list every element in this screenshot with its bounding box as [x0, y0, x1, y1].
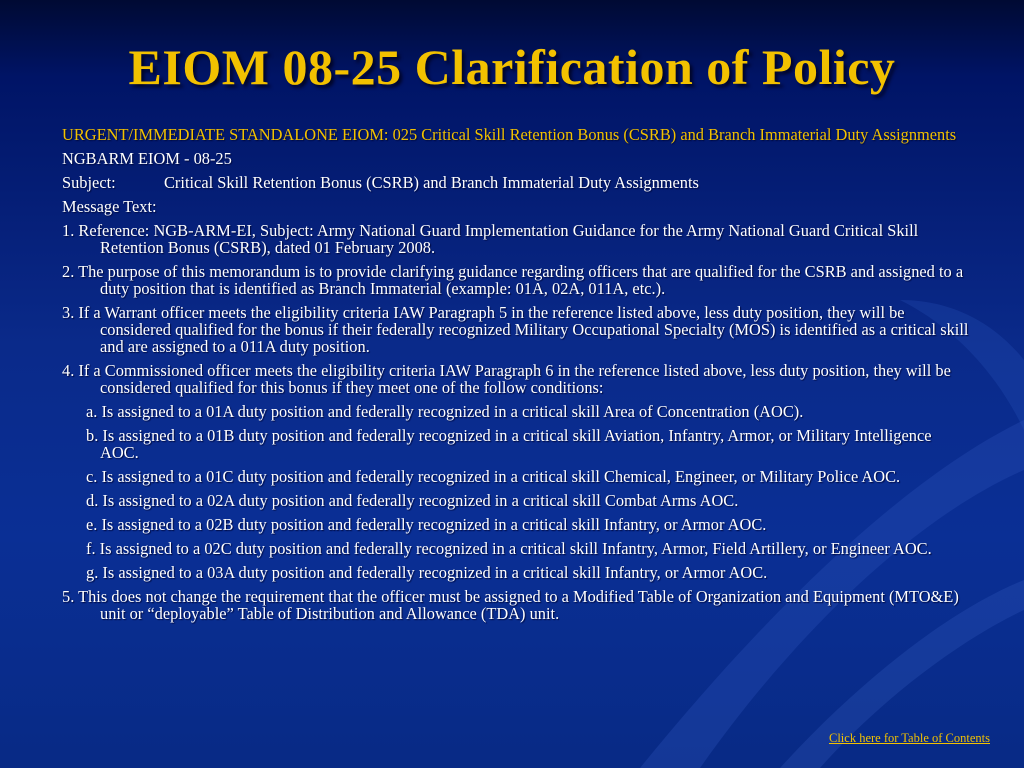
paragraph-2: 2. The purpose of this memorandum is to provide clarifying guidance regarding officers that are qualified for the CSRB and assigned to a duty position that is identified as Branch Immaterial (example: 01A, 02A, 011A, etc.). — [62, 262, 964, 298]
paragraph-5: 5. This does not change the requirement that the officer must be assigned to a Modified Table of Organization and Equipment (MTO&E) unit or “deployable” Table of Distribution and Allowance (TDA) unit. — [62, 587, 959, 623]
ngbarm-line: NGBARM EIOM - 08-25 — [62, 149, 232, 168]
condition-g: g. Is assigned to a 03A duty position and federally recognized in a critical skill Infantry, or Armor AOC. — [86, 563, 768, 582]
slide-body — [62, 126, 972, 629]
eiom-header-line: URGENT/IMMEDIATE STANDALONE EIOM: 025 Critical Skill Retention Bonus (CSRB) and Branch Immaterial Duty Assignments — [62, 125, 957, 144]
slide-title: EIOM 08-25 Clarification of Policy — [128, 39, 896, 95]
condition-a: a. Is assigned to a 01A duty position and federally recognized in a critical skill Area of Concentration (AOC). — [86, 402, 804, 421]
paragraph-1: 1. Reference: NGB-ARM-EI, Subject: Army National Guard Implementation Guidance for the Army National Guard Critical Skill Retention Bonus (CSRB), dated 01 February 2008. — [62, 221, 919, 257]
paragraph-3: 3. If a Warrant officer meets the eligibility criteria IAW Paragraph 5 in the reference listed above, less duty position, they will be considered qualified for the bonus if their federally recognized Military Occupational Specialty (MOS) is identified as a critical skill and are assigned to a 011A duty position. — [62, 303, 969, 356]
subject-line — [62, 174, 972, 191]
subject-text: Critical Skill Retention Bonus (CSRB) and Branch Immaterial Duty Assignments — [164, 173, 699, 192]
condition-d: d. Is assigned to a 02A duty position and federally recognized in a critical skill Combat Arms AOC. — [86, 491, 739, 510]
condition-f: f. Is assigned to a 02C duty position and federally recognized in a critical skill Infantry, Armor, Field Artillery, or Engineer AOC. — [86, 539, 932, 558]
message-text-label: Message Text: — [62, 197, 157, 216]
condition-b: b. Is assigned to a 01B duty position and federally recognized in a critical skill Aviation, Infantry, Armor, or Military Intelligence AOC. — [86, 426, 932, 462]
table-of-contents-link[interactable]: Click here for Table of Contents — [828, 731, 990, 745]
paragraph-4: 4. If a Commissioned officer meets the eligibility criteria IAW Paragraph 6 in the reference listed above, less duty position, they will be considered qualified for this bonus if they meet one of the follow conditions: — [62, 361, 951, 397]
subject-label: Subject: — [62, 173, 116, 192]
condition-c: c. Is assigned to a 01C duty position and federally recognized in a critical skill Chemical, Engineer, or Military Police AOC. — [86, 467, 901, 486]
condition-e: e. Is assigned to a 02B duty position and federally recognized in a critical skill Infantry, or Armor AOC. — [86, 515, 767, 534]
